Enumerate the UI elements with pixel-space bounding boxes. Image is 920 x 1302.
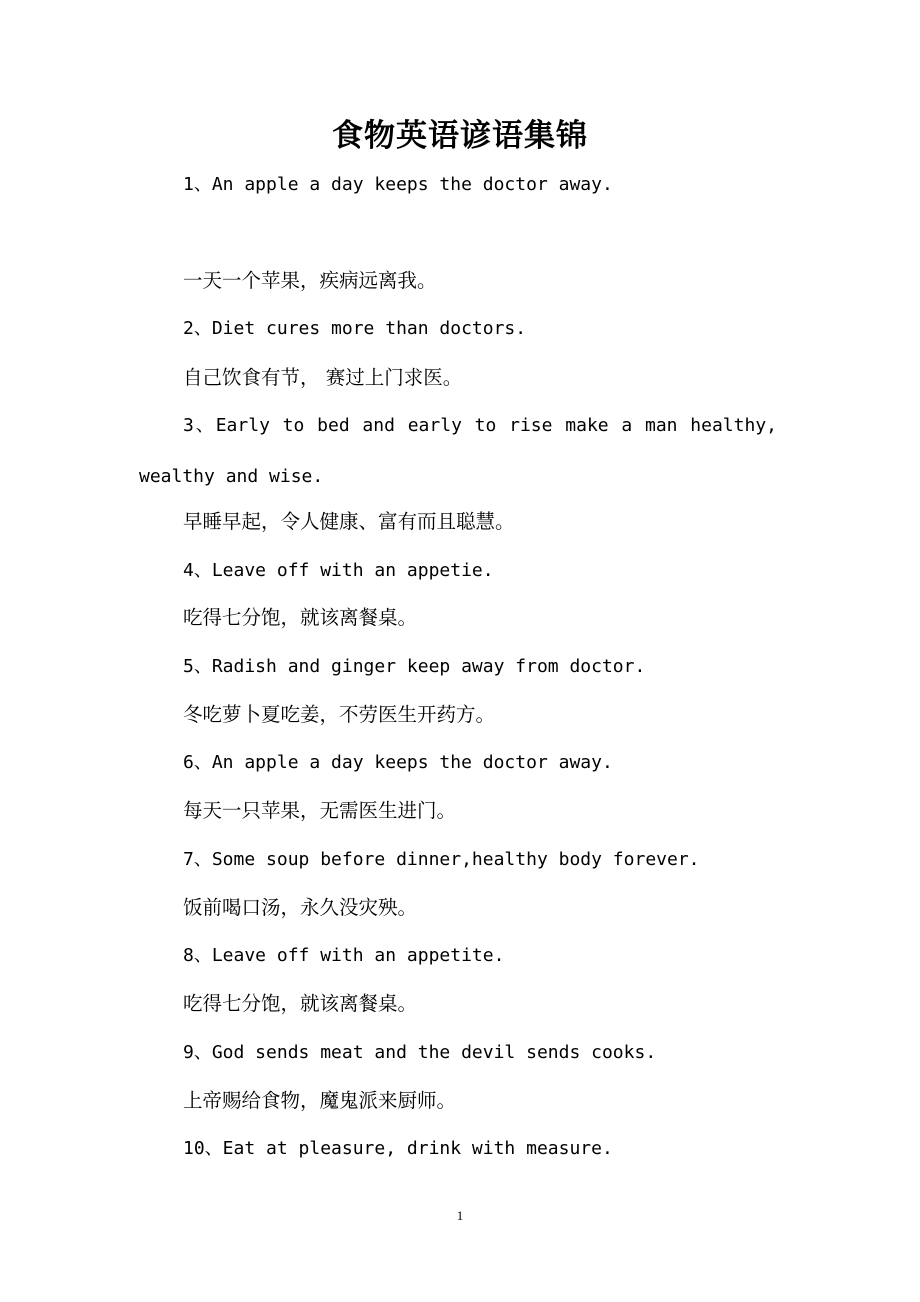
proverb-2-english: 2、Diet cures more than doctors.: [183, 318, 527, 339]
page-number: 1: [456, 1208, 464, 1223]
proverb-7-chinese: 饭前喝口汤，永久没灾殃。: [183, 896, 418, 919]
proverb-4-chinese: 吃得七分饱，就该离餐桌。: [183, 606, 418, 629]
proverb-5-chinese: 冬吃萝卜夏吃姜，不劳医生开药方。: [183, 703, 496, 726]
proverb-1-english: 1、An apple a day keeps the doctor away.: [183, 174, 613, 195]
proverb-7-english: 7、Some soup before dinner,healthy body forever.: [183, 849, 700, 870]
proverb-10-english: 10、Eat at pleasure, drink with measure.: [183, 1138, 613, 1159]
proverb-8-english: 8、Leave off with an appetite.: [183, 945, 505, 966]
proverb-3-english-line-2: wealthy and wise.: [139, 466, 324, 487]
proverb-6-english: 6、An apple a day keeps the doctor away.: [183, 752, 613, 773]
proverb-3-english-line-1: 3、Early to bed and early to rise make a man healthy,: [183, 415, 777, 436]
proverb-8-chinese: 吃得七分饱，就该离餐桌。: [183, 992, 418, 1015]
proverb-4-english: 4、Leave off with an appetie.: [183, 560, 494, 581]
proverb-3-chinese: 早睡早起，令人健康、富有而且聪慧。: [183, 510, 515, 533]
proverb-9-english: 9、God sends meat and the devil sends cooks.: [183, 1042, 657, 1063]
proverb-5-english: 5、Radish and ginger keep away from doctor.: [183, 656, 646, 677]
proverb-6-chinese: 每天一只苹果，无需医生进门。: [183, 799, 457, 822]
proverb-1-chinese: 一天一个苹果，疾病远离我。: [183, 269, 437, 292]
proverb-2-chinese: 自己饮食有节， 赛过上门求医。: [183, 366, 463, 389]
proverb-9-chinese: 上帝赐给食物，魔鬼派来厨师。: [183, 1089, 457, 1112]
document-title: 食物英语谚语集锦: [332, 118, 588, 154]
